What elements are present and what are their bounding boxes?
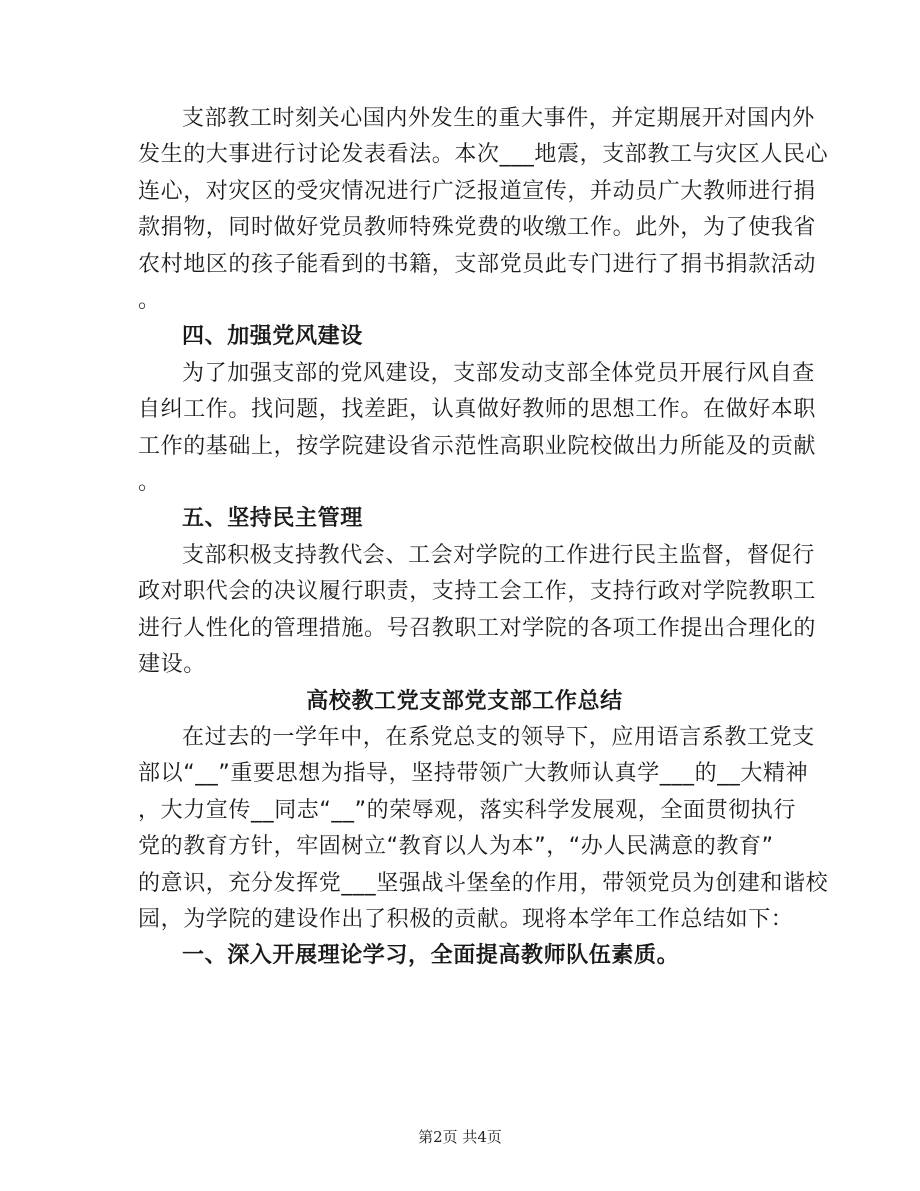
heading-theory-study: 一、深入开展理论学习，全面提高教师队伍素质。 [182,943,680,969]
paragraph-democratic-management [138,538,817,684]
paragraph-summary-intro [138,720,829,938]
text-line: 建设。 [138,652,206,678]
text-line: 自纠工作。找问题，找差距，认真做好教师的思想工作。在做好本职 [138,397,817,423]
text-line: 款捐物，同时做好党员教师特殊党费的收缴工作。此外，为了使我省 [138,215,817,241]
text-line: 为了加强支部的党风建设，支部发动支部全体党员开展行风自查 [182,360,815,386]
text-line: 农村地区的孩子能看到的书籍，支部党员此专门进行了捐书捐款活动 [138,251,817,277]
text-line: 支部积极支持教代会、工会对学院的工作进行民主监督，督促行 [182,542,815,568]
text-line: 的意识，充分发挥党___坚强战斗堡垒的作用，带领党员为创建和谐校 [138,870,829,896]
text-line: 发生的大事进行讨论发表看法。本次___地震，支部教工与灾区人民心 [138,142,829,168]
text-line: 在过去的一学年中，在系党总支的领导下，应用语言系教工党支 [182,724,815,750]
text-line: 。 [138,470,161,496]
text-line: 政对职代会的决议履行职责，支持工会工作，支持行政对学院教职工 [138,579,817,605]
paragraph-party-style [138,356,817,502]
document-body [138,101,829,975]
text-line: ，大力宣传__同志“__”的荣辱观，落实科学发展观，全面贯彻执行 [138,797,796,823]
text-line: 连心，对灾区的受灾情况进行广泛报道宣传，并动员广大教师进行捐 [138,178,817,204]
text-line: 党的教育方针，牢固树立“教育以人为本”，“办人民满意的教育” [138,834,774,860]
text-line: 园，为学院的建设作出了积极的贡献。现将本学年工作总结如下： [138,906,794,932]
text-line: 支部教工时刻关心国内外发生的重大事件，并定期展开对国内外 [182,106,815,131]
text-line: 部以“__”重要思想为指导，坚持带领广大教师认真学___的__大精神 [138,761,809,787]
heading-democratic-management: 五、坚持民主管理 [182,506,363,532]
heading-party-style: 四、加强党风建设 [182,324,363,350]
page-number: 第2页 共4页 [418,1128,502,1146]
paragraph-disaster-relief [138,101,829,319]
text-line: 工作的基础上，按学院建设省示范性高职业院校做出力所能及的贡献 [138,433,817,459]
section-title: 高校教工党支部党支部工作总结 [306,688,623,714]
text-line: 进行人性化的管理措施。号召教职工对学院的各项工作提出合理化的 [138,615,817,641]
text-line: 。 [138,288,161,314]
